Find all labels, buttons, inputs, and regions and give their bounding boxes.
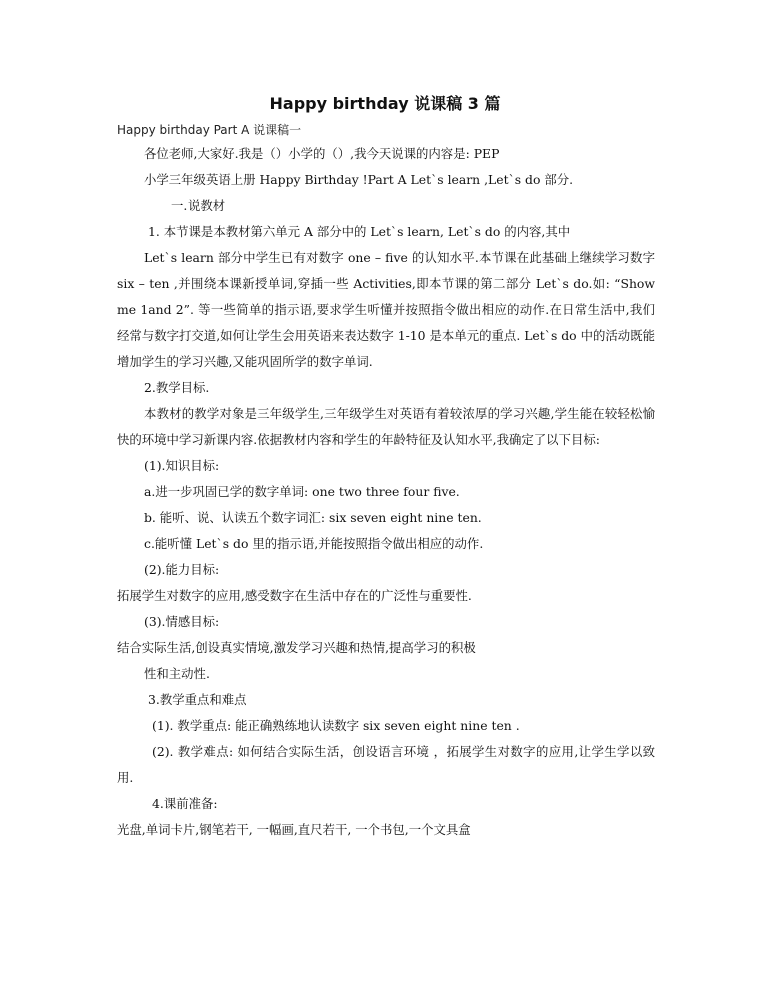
paragraph: 性和主动性. xyxy=(144,666,210,681)
page-title: Happy birthday 说课稿 3 篇 xyxy=(269,94,501,113)
paragraph: 本教材的教学对象是三年级学生,三年级学生对英语有着较浓厚的学习兴趣,学生能在较轻松愉快的环境中学习新课内容.依据教材内容和学生的年龄特征及认知水平,我确定了以下目标: xyxy=(117,406,655,447)
paragraph: 拓展学生对数字的应用,感受数字在生活中存在的广泛性与重要性. xyxy=(117,588,472,603)
paragraph: Let`s learn 部分中学生已有对数字 one – five 的认知水平.本节课在此基础上继续学习数字 six – ten ,并围绕本课新授单词,穿插一些 Activities,即本节课的第二部分 Let`s do.如: “Show me 1and 2”. 等一些简单的指示语,要求学生听懂并按照指令做出相应的动作.在日常生活中,我们经常与数字打交道,如何让学生会用英语来表达数字 1-10 是本单元的重点. Let`s do 中的活动既能增加学生的学习兴趣,又能巩固所学的数字单词. xyxy=(117,250,655,369)
paragraph: 结合实际生活,创设真实情境,激发学习兴趣和热情,提高学习的积极 xyxy=(117,640,476,655)
paragraph: 小学三年级英语上册 Happy Birthday !Part A Let`s learn ,Let`s do 部分. xyxy=(144,172,574,187)
paragraph: 1. 本节课是本教材第六单元 A 部分中的 Let`s learn, Let`s do 的内容,其中 xyxy=(148,224,571,239)
paragraph: (1).知识目标: xyxy=(144,458,220,473)
section-number: 一. xyxy=(171,198,188,213)
paragraph: 光盘,单词卡片,钢笔若干, 一幅画,直尺若干, 一个书包,一个文具盒 xyxy=(117,822,471,837)
paragraph: a.进一步巩固已学的数字单词: one two three four five. xyxy=(144,484,460,499)
page-subtitle: Happy birthday Part A 说课稿一 xyxy=(117,123,302,137)
paragraph: (3).情感目标: xyxy=(144,614,220,629)
paragraph: b. 能听、说、认读五个数字词汇: six seven eight nine ten. xyxy=(144,510,482,525)
paragraph: (2).能力目标: xyxy=(144,562,220,577)
document-body xyxy=(117,141,655,843)
paragraph: 4.课前准备: xyxy=(152,796,218,811)
paragraph: (1). 教学重点: 能正确熟练地认读数字 six seven eight nine ten . xyxy=(152,718,520,733)
paragraph: 3.教学重点和难点 xyxy=(148,692,247,707)
paragraph: (2). 教学难点: 如何结合实际生活，创设语言环境 ，拓展学生对数字的应用,让学生学以致用. xyxy=(117,744,655,785)
paragraph: 2.教学目标. xyxy=(144,380,210,395)
section-label: 说教材 xyxy=(188,198,226,213)
paragraph: 各位老师,大家好.我是（）小学的（）,我今天说课的内容是: PEP xyxy=(144,146,500,161)
section-heading xyxy=(117,193,655,219)
paragraph: c.能听懂 Let`s do 里的指示语,并能按照指令做出相应的动作. xyxy=(144,536,484,551)
